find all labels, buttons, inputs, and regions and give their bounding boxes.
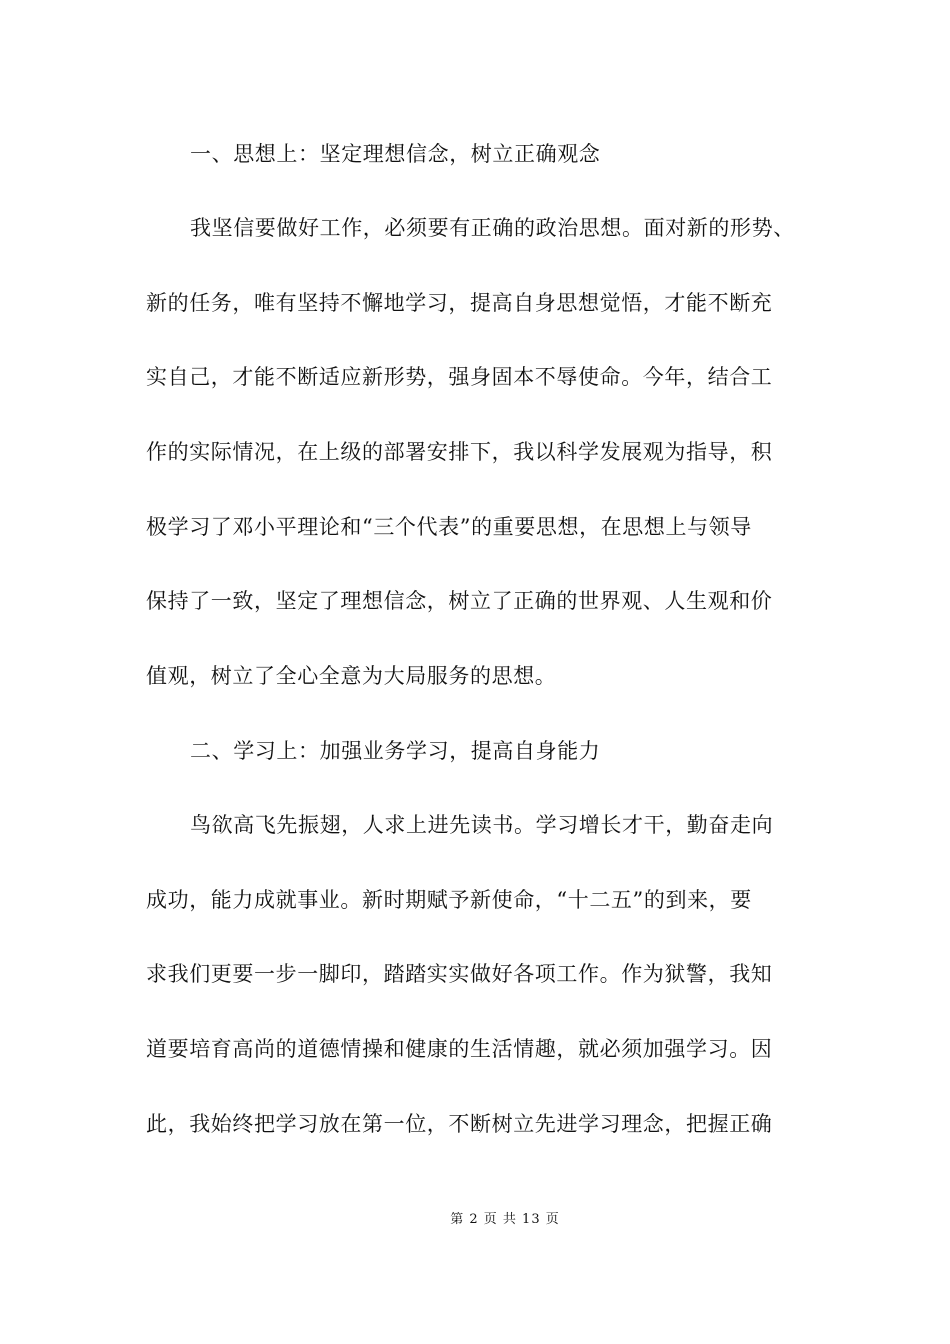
paragraph-line: 成功，能力成就事业。新时期赋予新使命，“十二五”的到来，要 bbox=[146, 888, 752, 912]
paragraph-line: 极学习了邓小平理论和“三个代表”的重要思想，在思想上与领导 bbox=[146, 515, 752, 539]
paragraph-line: 新的任务，唯有坚持不懈地学习，提高自身思想觉悟，才能不断充 bbox=[146, 291, 773, 315]
paragraph-line: 求我们更要一步一脚印，踏踏实实做好各项工作。作为狱警，我知 bbox=[146, 962, 773, 986]
page-number-footer: 第 2 页 共 13 页 bbox=[450, 1212, 560, 1227]
section-heading-2: 二、学习上：加强业务学习，提高自身能力 bbox=[190, 739, 601, 763]
paragraph-line: 实自己，才能不断适应新形势，强身固本不辱使命。今年，结合工 bbox=[146, 365, 773, 389]
paragraph-line: 保持了一致，坚定了理想信念，树立了正确的世界观、人生观和价 bbox=[146, 589, 773, 613]
paragraph-line: 作的实际情况，在上级的部署安排下，我以科学发展观为指导，积 bbox=[146, 440, 773, 464]
paragraph-line: 值观，树立了全心全意为大局服务的思想。 bbox=[146, 664, 557, 688]
paragraph-line: 我坚信要做好工作，必须要有正确的政治思想。面对新的形势、 bbox=[190, 216, 795, 240]
paragraph-line: 此，我始终把学习放在第一位，不断树立先进学习理念，把握正确 bbox=[146, 1112, 773, 1136]
section-heading-1: 一、思想上：坚定理想信念，树立正确观念 bbox=[190, 142, 601, 166]
paragraph-line: 道要培育高尚的道德情操和健康的生活情趣，就必须加强学习。因 bbox=[146, 1037, 773, 1061]
paragraph-line: 鸟欲高飞先振翅，人求上进先读书。学习增长才干，勤奋走向 bbox=[190, 813, 774, 837]
